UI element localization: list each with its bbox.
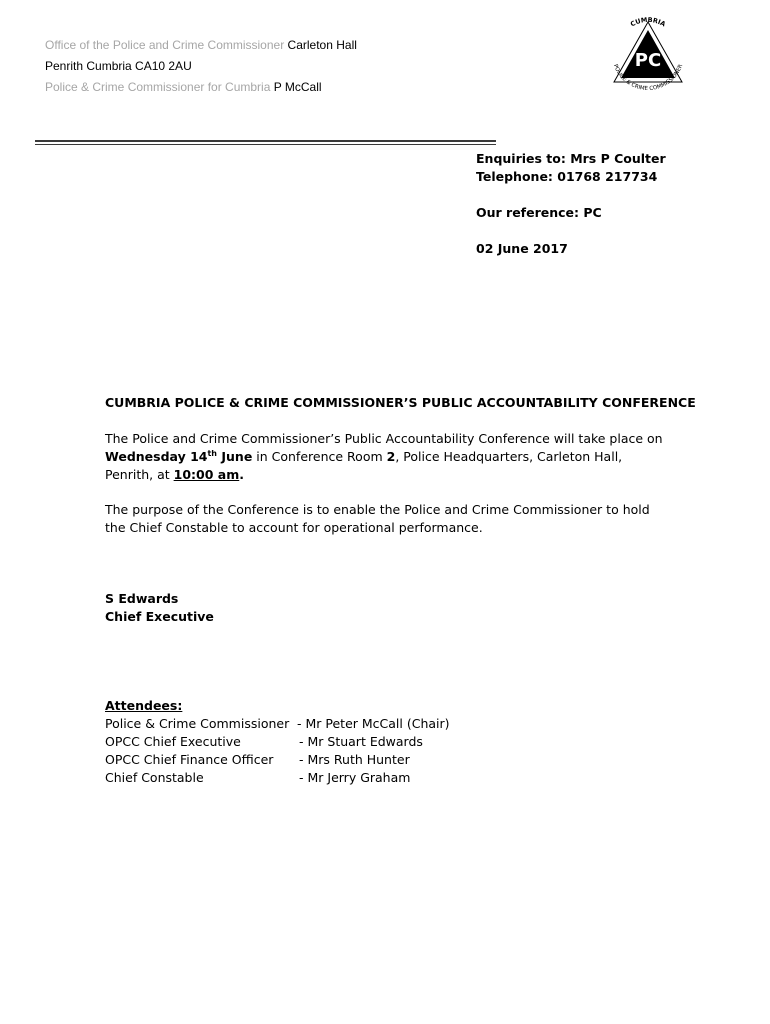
meeting-location: , Police Headquarters, Carleton Hall, [395, 449, 623, 464]
pcc-logo [600, 12, 696, 92]
attendees-heading: Attendees: [105, 698, 183, 713]
logo-ring-text: POLICE & CRIME COMMISSIONER [611, 63, 685, 92]
enquiries-line: Enquiries to: Mrs P Coulter [476, 151, 666, 166]
office-name: Office of the Police and Crime Commissioner [45, 38, 285, 52]
header-line-1 [45, 38, 357, 52]
letter-date: 02 June 2017 [476, 241, 568, 256]
attendee-row [105, 733, 423, 751]
meeting-town: Penrith, at [105, 467, 174, 482]
meeting-day-suffix: th [207, 448, 218, 458]
attendee-name: - Mr Peter McCall (Chair) [297, 716, 450, 731]
paragraph-1-line-2 [105, 448, 663, 466]
paragraph-2 [105, 501, 650, 537]
logo-center-text: PC [634, 50, 662, 71]
reference-line: Our reference: PC [476, 205, 602, 220]
signatory-name: S Edwards [105, 591, 179, 606]
attendee-row [105, 751, 410, 769]
svg-text:CUMBRIA [629, 16, 667, 28]
attendee-name: - Mr Jerry Graham [299, 770, 411, 785]
attendee-role: OPCC Chief Executive [105, 734, 241, 749]
attendee-role: OPCC Chief Finance Officer [105, 752, 274, 767]
meeting-time-period: . [239, 467, 244, 482]
attendee-row [105, 769, 410, 787]
paragraph-2-line-1: The purpose of the Conference is to enable the Police and Crime Commissioner to hold [105, 502, 650, 517]
telephone-line: Telephone: 01768 217734 [476, 169, 658, 184]
letter-title: CUMBRIA POLICE & CRIME COMMISSIONER’S PUBLIC ACCOUNTABILITY CONFERENCE [105, 395, 696, 410]
header-rule-thick [35, 140, 496, 142]
attendee-role: Police & Crime Commissioner [105, 716, 290, 731]
paragraph-1 [105, 430, 663, 484]
attendee-role: Chief Constable [105, 770, 204, 785]
meeting-room: 2 [386, 449, 396, 464]
commissioner-title: Police & Crime Commissioner for Cumbria [45, 80, 271, 94]
header-line-2: Penrith Cumbria CA10 2AU [45, 59, 192, 73]
logo-top-text: CUMBRIA [629, 15, 667, 29]
header-line-3 [45, 80, 322, 94]
meeting-time: 10:00 am [173, 467, 240, 482]
paragraph-2-line-2: the Chief Constable to account for operational performance. [105, 520, 483, 535]
header-rule-thin [35, 144, 496, 145]
attendee-name: - Mrs Ruth Hunter [299, 752, 410, 767]
paragraph-1-line-3 [105, 466, 663, 484]
office-location: Carleton Hall [287, 38, 357, 52]
attendee-name: - Mr Stuart Edwards [299, 734, 423, 749]
paragraph-1-line-1: The Police and Crime Commissioner’s Public Accountability Conference will take place on [105, 431, 663, 446]
meeting-month: June [217, 449, 253, 464]
commissioner-name: P McCall [273, 80, 322, 94]
attendee-row [105, 715, 450, 733]
meeting-day: Wednesday 14 [105, 449, 208, 464]
signatory-role: Chief Executive [105, 609, 214, 624]
meeting-room-intro: in Conference Room [252, 449, 387, 464]
